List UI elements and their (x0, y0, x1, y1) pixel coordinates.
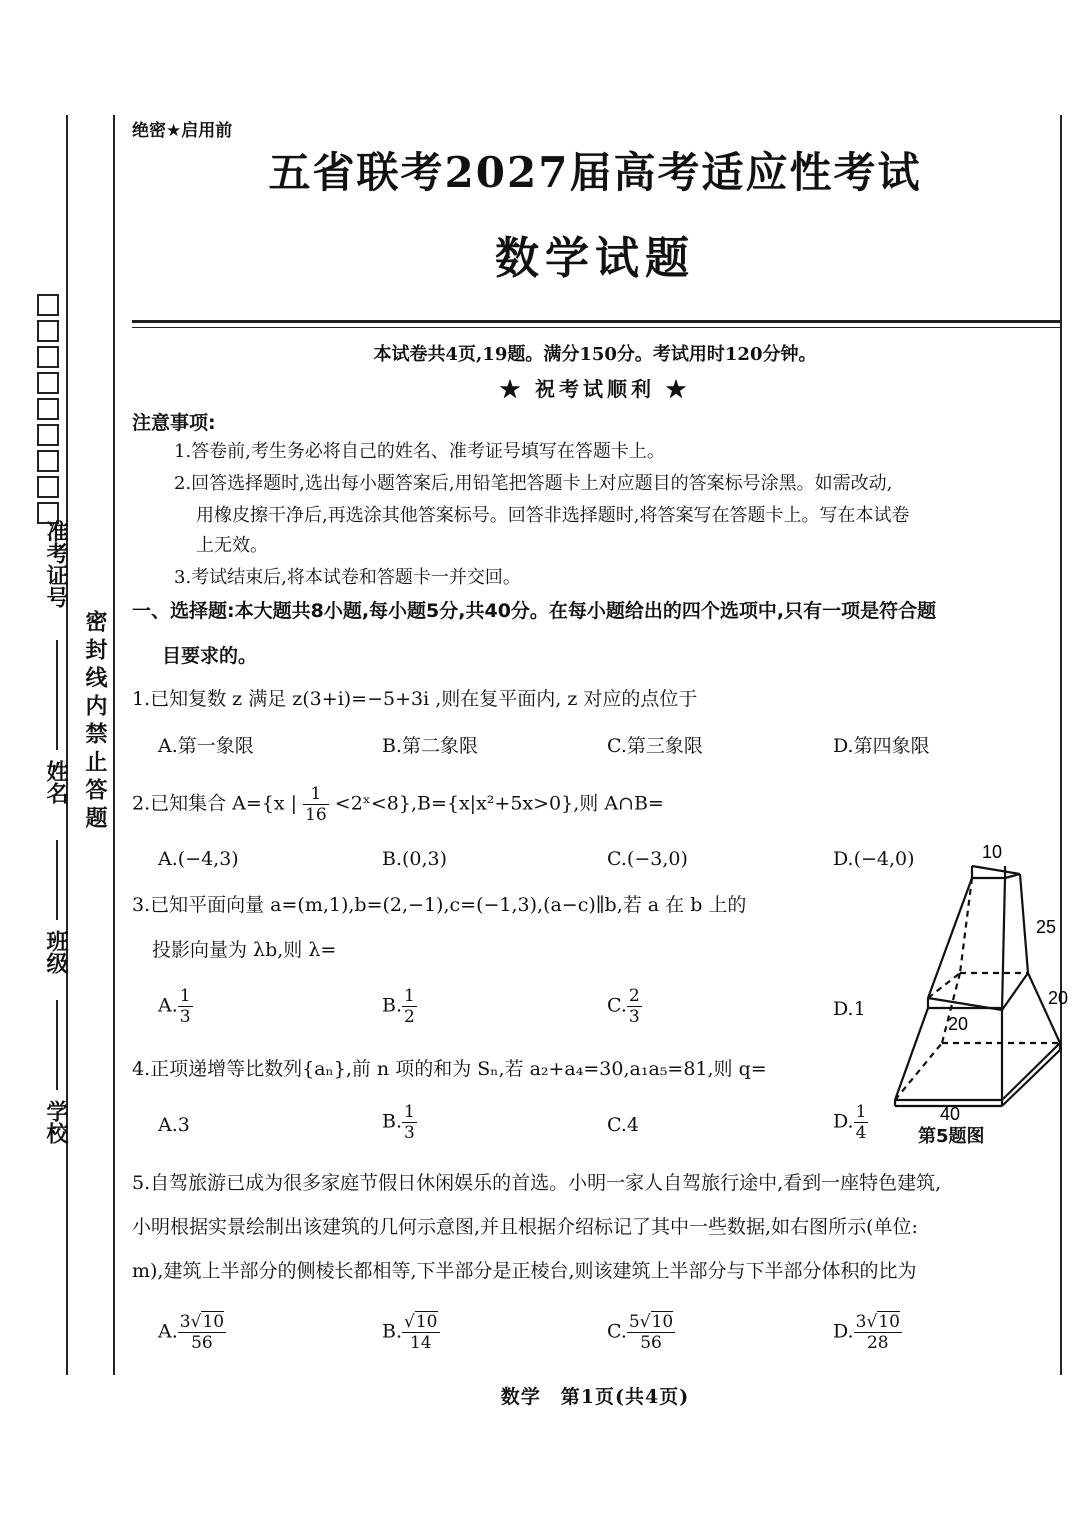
q2-option-b: B.(0,3) (382, 848, 448, 870)
q3-option-b: B. $\frac{1}{2}$ (382, 986, 415, 1027)
school-underline[interactable] (56, 1000, 58, 1090)
q2-option-c: C.(−3,0) (607, 848, 688, 870)
q3-option-a: A. $\frac{1}{3}$ (158, 986, 191, 1027)
q4-option-a: A.3 (158, 1114, 190, 1136)
q5-option-b: B. $\frac{√10}{14}$ (382, 1312, 438, 1353)
page-border-right (1060, 115, 1062, 1375)
class-underline[interactable] (56, 840, 58, 920)
section-heading: 一、选择题:本大题共8小题,每小题5分,共40分。在每小题给出的四个选项中,只有一项是符合题 (132, 600, 937, 622)
q2-option-a: A.(−4,3) (158, 848, 239, 870)
question-3-stem-1: 3.已知平面向量 a=(m,1),b=(2,−1),c=(−1,3),(a−c)∥b,若 a 在 b 上的 (132, 894, 747, 916)
notice-heading: 注意事项: (132, 412, 216, 434)
fig-label-mid: 20 (948, 1014, 969, 1034)
question-3-stem-2: 投影向量为 λb,则 λ= (152, 939, 337, 961)
q4-option-d: D. $\frac{1}{4}$ (833, 1102, 867, 1143)
name-underline[interactable] (56, 640, 58, 750)
q4-option-b: B. $\frac{1}{3}$ (382, 1102, 415, 1143)
q4-option-c: C.4 (607, 1114, 639, 1136)
header-rule-thin (132, 327, 1060, 328)
page-footer: 数学 第1页(共4页) (500, 1386, 690, 1408)
question-1-stem: 1.已知复数 z 满足 z(3+i)=−5+3i ,则在复平面内, z 对应的点位于 (132, 688, 698, 710)
question-5-line-1: 5.自驾旅游已成为很多家庭节假日休闲娱乐的首选。小明一家人自驾旅行途中,看到一座特色建筑, (132, 1172, 942, 1194)
secret-label: 绝密★启用前 (132, 121, 233, 141)
q5-option-d: D. $\frac{3√10}{28}$ (833, 1312, 900, 1353)
binding-line-inner (113, 115, 115, 1375)
fig-label-bottom: 40 (939, 1104, 961, 1124)
q1-option-c: C.第三象限 (607, 735, 703, 757)
exam-subtitle: 数学试题 (495, 233, 695, 284)
seal-warning: 密封线内禁止答题 (82, 610, 107, 834)
fig-label-upper: 25 (1036, 917, 1057, 937)
name-label: 姓名 (43, 760, 68, 804)
exam-info: 本试卷共4页,19题。满分150分。考试用时120分钟。 (373, 344, 817, 365)
q1-option-a: A.第一象限 (158, 735, 254, 757)
q2-fraction: $\frac{1}{16}$ (305, 784, 327, 825)
question-5-line-3: m),建筑上半部分的侧棱长都相等,下半部分是正棱台,则该建筑上半部分与下半部分体积的比为 (132, 1260, 917, 1282)
exam-id-label: 准考证号 (43, 520, 68, 608)
school-label: 学校 (43, 1100, 68, 1144)
q2-stem-b: <2ˣ<8},B={x|x²+5x>0},则 A∩B= (334, 792, 664, 815)
exam-id-boxes[interactable] (37, 294, 63, 528)
q3-option-d: D.1 (833, 998, 866, 1020)
blessing: ★ 祝考试顺利 ★ (500, 377, 690, 401)
q2-option-d: D.(−4,0) (833, 848, 915, 870)
notice-item: 2.回答选择题时,选出每小题答案后,用铅笔把答题卡上对应题目的答案标号涂黑。如需改动, (174, 473, 893, 494)
q5-option-c: C. $\frac{5√10}{56}$ (607, 1312, 674, 1353)
question-4-stem: 4.正项递增等比数列{aₙ},前 n 项的和为 Sₙ,若 a₂+a₄=30,a₁a₅=81,则 q= (132, 1058, 767, 1080)
figure-caption: 第5题图 (918, 1126, 985, 1147)
notice-item: 3.考试结束后,将本试卷和答题卡一并交回。 (174, 567, 521, 588)
notice-item: 上无效。 (196, 535, 268, 556)
fig-label-side: 20 (1048, 988, 1069, 1008)
class-label: 班级 (43, 930, 68, 974)
exam-title: 五省联考2027届高考适应性考试 (268, 148, 922, 197)
question-2-stem (132, 784, 664, 825)
fig-edge (972, 866, 1020, 874)
q1-option-b: B.第二象限 (382, 735, 479, 757)
q2-stem-a: 2.已知集合 A={x | (132, 792, 298, 815)
q5-option-a: A. $\frac{3√10}{56}$ (158, 1312, 225, 1353)
fig-label-top: 10 (981, 842, 1003, 862)
question-5-line-2: 小明根据实景绘制出该建筑的几何示意图,并且根据介绍标记了其中一些数据,如右图所示(单位: (132, 1216, 918, 1238)
q1-option-d: D.第四象限 (833, 735, 930, 757)
notice-item: 1.答卷前,考生务必将自己的姓名、准考证号填写在答题卡上。 (174, 441, 665, 462)
q3-option-c: C. $\frac{2}{3}$ (607, 986, 640, 1027)
binding-line-outer (66, 115, 68, 1375)
figure-5-building (880, 838, 1080, 1158)
notice-item: 用橡皮擦干净后,再选涂其他答案标号。回答非选择题时,将答案写在答题卡上。写在本试卷 (196, 505, 910, 526)
section-heading-cont: 目要求的。 (162, 645, 258, 667)
header-rule-thick (132, 320, 1060, 323)
